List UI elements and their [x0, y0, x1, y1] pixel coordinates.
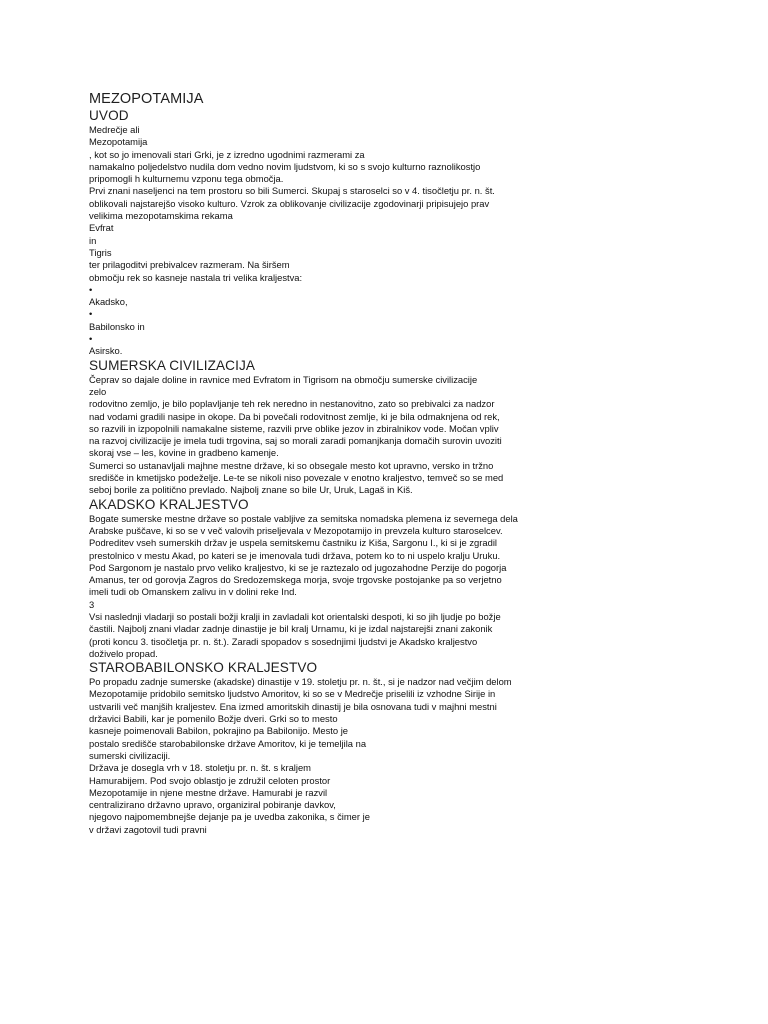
text-line: Po propadu zadnje sumerske (akadske) dinastije v 19. stoletju pr. n. št., si je nadzor nad večjim delom	[89, 676, 512, 688]
text-line: Babilonsko in	[89, 320, 145, 332]
text-line: 3	[89, 598, 95, 610]
text-line: Pod Sargonom je nastalo prvo veliko kraljestvo, ki se je raztezalo od jugozahodne Perzije do pogorja	[89, 561, 507, 573]
text-line: Bogate sumerske mestne države so postale vabljive za semitska nomadska plemena iz severnega dela	[89, 512, 518, 524]
text-line: centralizirano državno upravo, organiziral pobiranje davkov,	[89, 799, 336, 811]
text-line: kasneje poimenovali Babilon, pokrajino pa Babilonijo. Mesto je	[89, 725, 349, 737]
text-line: zelo	[89, 385, 107, 397]
text-line: in	[89, 234, 97, 246]
text-line: (proti koncu 3. tisočletja pr. n. št.). Zaradi spopadov s sosednjimi ljudstvi je Akadsko kraljestvo	[89, 635, 478, 647]
text-line: Tigris	[89, 246, 112, 258]
text-line: •	[89, 333, 93, 345]
text-line: rodovitno zemljo, je bilo poplavljanje teh rek neredno in nestanovitno, zato so prebivalci za nadzor	[89, 398, 495, 410]
text-line: seboj borile za politično prevlado. Najbolj znane so bile Ur, Uruk, Lagaš in Kiš.	[89, 484, 413, 496]
text-line: Asirsko.	[89, 345, 123, 357]
text-line: na razvoj civilizacije je imela tudi trgovina, saj so morali zaradi pomanjkanja domačih surovin uvoziti	[89, 435, 502, 447]
text-line: so razvili in izpopolnili namakalne sisteme, razvili prve oblike jezov in zbiralnikov vode. Močan vpliv	[89, 422, 499, 434]
text-line: •	[89, 308, 93, 320]
text-line: oblikovali najstarejšo visoko kulturo. Vzrok za oblikovanje civilizacije zgodovinarji pripisujejo prav	[89, 197, 490, 209]
text-line: območju rek so kasneje nastala tri velika kraljestva:	[89, 271, 303, 283]
text-line: ustvarili več manjših kraljestev. Ena izmed amoritskih dinastij je bila osnovana tudi v majhni mestni	[89, 700, 497, 712]
text-line: •	[89, 283, 93, 295]
text-line: namakalno poljedelstvo nudila dom vedno novim ljudstvom, ki so s svojo kulturno raznolikostjo	[89, 160, 481, 172]
text-line: nad vodami gradili nasipe in okope. Da bi povečali rodovitnost zemlje, ki je bila odmaknjena od rek,	[89, 410, 500, 422]
text-line: Arabske puščave, ki so se v več valovih priseljevala v Mezopotamijo in prevzela kulturo staroselcev.	[89, 524, 503, 536]
text-line: Akadsko,	[89, 296, 128, 308]
text-line: Sumerci so ustanavljali majhne mestne države, ki so obsegale mesto kot upravno, versko in tržno	[89, 459, 494, 471]
text-line: Mezopotamija	[89, 136, 148, 148]
document-page	[89, 91, 559, 836]
text-line: Hamurabijem. Pod svojo oblastjo je združil celoten prostor	[89, 774, 331, 786]
document-body	[89, 108, 559, 836]
text-line: , kot so jo imenovali stari Grki, je z izredno ugodnimi razmerami za	[89, 148, 365, 160]
text-line: sumerski civilizaciji.	[89, 749, 171, 761]
section-heading: AKADSKO KRALJESTVO	[89, 496, 249, 512]
section-heading: UVOD	[89, 108, 129, 123]
text-line: njegovo najpomembnejše dejanje pa je uvedba zakonika, s čimer je	[89, 811, 370, 823]
section-heading: SUMERSKA CIVILIZACIJA	[89, 357, 256, 373]
text-line: pripomogli h kulturnemu vzponu tega območja.	[89, 173, 284, 185]
text-line: državici Babili, kar je pomenilo Božje dveri. Grki so to mesto	[89, 713, 338, 725]
text-line: Prvi znani naseljenci na tem prostoru so bili Sumerci. Skupaj s staroselci so v 4. tisočletju pr. n. št.	[89, 185, 495, 197]
text-line: prestolnico v mestu Akad, po kateri se je imenovala tudi država, potem ko to ni uspelo kralju Uruku.	[89, 549, 501, 561]
text-line: Mezopotamije in njene mestne države. Hamurabi je razvil	[89, 786, 328, 798]
text-line: Medrečje ali	[89, 124, 140, 135]
text-line: častili. Najbolj znani vladar zadnje dinastije je bil kralj Urnamu, ki je izdal najstarejši znani zakonik	[89, 623, 493, 635]
text-line: Čeprav so dajale doline in ravnice med Evfratom in Tigrisom na območju sumerske civilizacije	[89, 373, 478, 385]
text-line: Amanus, ter od gorovja Zagros do Sredozemskega morja, svoje trgovske postojanke pa so verjetno	[89, 574, 502, 586]
text-line: Država je dosegla vrh v 18. stoletju pr. n. št. s kraljem	[89, 762, 311, 774]
text-line: doživelo propad.	[89, 647, 158, 659]
text-line: Evfrat	[89, 222, 114, 234]
text-line: ter prilagoditvi prebivalcev razmeram. Na širšem	[89, 259, 290, 271]
text-line: postalo središče starobabilonske države Amoritov, ki je temeljila na	[89, 737, 367, 749]
text-line: imeli tudi ob Omanskem zalivu in v dolini reke Ind.	[89, 586, 297, 598]
text-line: Vsi naslednji vladarji so postali božji kralji in zavladali kot orientalski despoti, ki so jih ljudje po božje	[89, 610, 501, 622]
section-heading: STAROBABILONSKO KRALJESTVO	[89, 660, 318, 676]
text-line: v državi zagotovil tudi pravni	[89, 823, 207, 835]
text-line: velikima mezopotamskima rekama	[89, 210, 233, 222]
text-line: skoraj vse – les, kovine in gradbeno kamenje.	[89, 447, 279, 459]
text-line: središče in kmetijsko podeželje. Le-te se nikoli niso povezale v enotno kraljestvo, temveč so se med	[89, 472, 504, 484]
text-line: Mezopotamije pridobilo semitsko ljudstvo Amoritov, ki so se v Medrečje priselili iz vzhodne Sirije in	[89, 688, 496, 700]
document-title: MEZOPOTAMIJA	[89, 91, 204, 107]
text-line: Podreditev vseh sumerskih držav je uspela semitskemu častniku iz Kiša, Sargonu I., ki si je zgradil	[89, 537, 497, 549]
